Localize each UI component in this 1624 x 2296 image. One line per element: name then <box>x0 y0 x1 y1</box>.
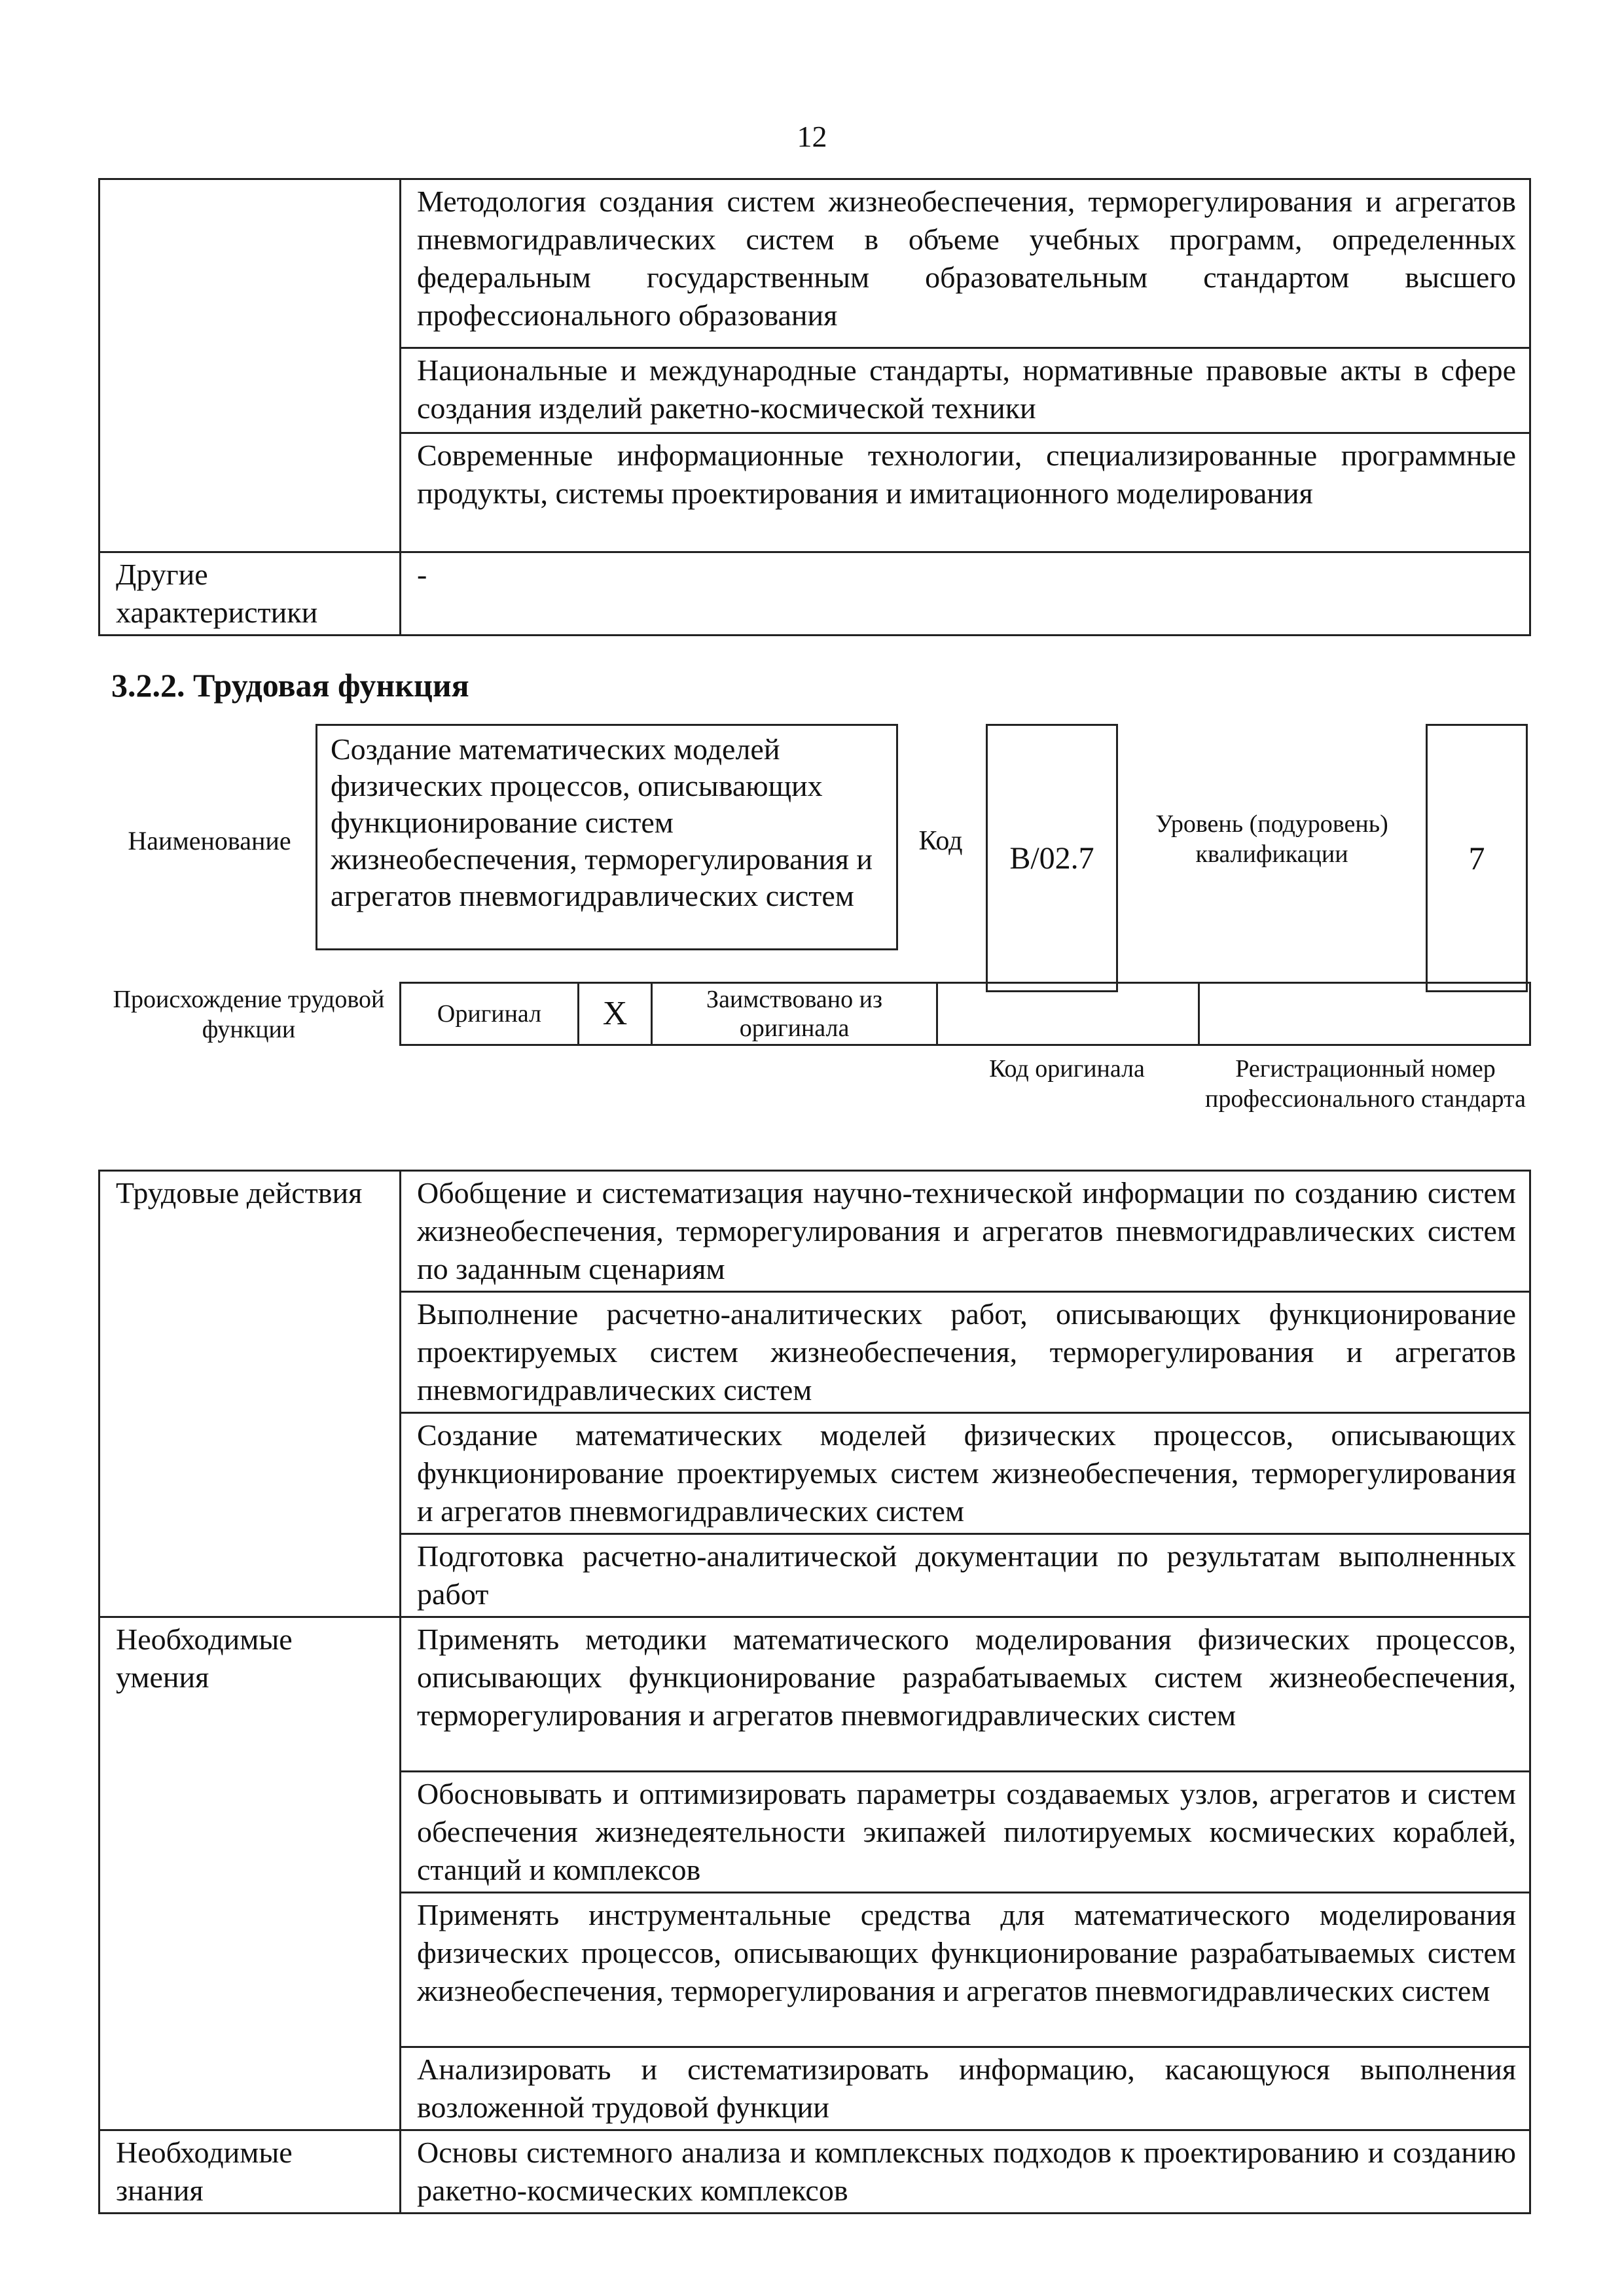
labor-action-item: Подготовка расчетно-аналитической документации по результатам выполненных работ <box>401 1534 1530 1617</box>
row-label-other-characteristics: Другие характеристики <box>99 552 401 636</box>
original-code-caption: Код оригинала <box>989 1055 1145 1083</box>
function-code-value: B/02.7 <box>986 724 1118 992</box>
knowledge-item: Современные информационные технологии, специализированные программные продукты, системы проектирования и имитационного моделирования <box>401 433 1530 552</box>
row-label-required-skills: Необходимые умения <box>99 1617 401 2130</box>
requirements-table-continued <box>98 178 1531 636</box>
labor-action-item: Создание математических моделей физических процессов, описывающих функционирование проектируемых систем жизнеобеспечения, терморегулирования и агрегатов пневмогидравлических систем <box>401 1413 1530 1534</box>
qualification-level-value: 7 <box>1426 724 1528 992</box>
skill-item: Применять инструментальные средства для математического моделирования физических процессов, описывающих функционирование разрабатываемых систем жизнеобеспечения, терморегулирования и агрегатов пневмогидравлических систем <box>401 1893 1530 2047</box>
borrowed-label: Заимствовано из оригинала <box>652 983 937 1045</box>
other-characteristics-value: - <box>401 552 1530 636</box>
skill-item: Обосновывать и оптимизировать параметры создаваемых узлов, агрегатов и систем обеспечения жизнедеятельности экипажей пилотируемых космических кораблей, станций и комплексов <box>401 1772 1530 1893</box>
row-label-labor-actions: Трудовые действия <box>99 1171 401 1617</box>
knowledge-item: Национальные и международные стандарты, нормативные правовые акты в сфере создания изделий ракетно-космической техники <box>401 348 1530 433</box>
skill-item: Применять методики математического моделирования физических процессов, описывающих функционирование разрабатываемых систем жизнеобеспечения, терморегулирования и агрегатов пневмогидравлических систем <box>401 1617 1530 1772</box>
original-code-cell <box>937 983 1199 1045</box>
origin-table <box>399 982 1531 1046</box>
original-mark: X <box>579 983 652 1045</box>
page-number: 12 <box>797 120 827 153</box>
skill-item: Анализировать и систематизировать информацию, касающуюся выполнения возложенной трудовой функции <box>401 2047 1530 2130</box>
registration-number-cell <box>1199 983 1530 1045</box>
labor-action-item: Выполнение расчетно-аналитических работ, описывающих функционирование проектируемых систем жизнеобеспечения, терморегулирования и агрегатов пневмогидравлических систем <box>401 1292 1530 1413</box>
section-title: 3.2.2. Трудовая функция <box>111 667 469 704</box>
labor-action-item: Обобщение и систематизация научно-технической информации по созданию систем жизнеобеспечения, терморегулирования и агрегатов пневмогидравлических систем по заданным сценариям <box>401 1171 1530 1292</box>
qualification-level-label: Уровень (подуровень) квалификации <box>1155 810 1388 868</box>
labor-function-table <box>98 1170 1531 2214</box>
code-label: Код <box>918 826 963 856</box>
knowledge-item: Основы системного анализа и комплексных подходов к проектированию и созданию ракетно-космических комплексов <box>401 2130 1530 2214</box>
original-label: Оригинал <box>401 983 579 1045</box>
row-label-empty <box>99 179 401 552</box>
origin-label: Происхождение трудовой функции <box>113 986 385 1043</box>
row-label-required-knowledge: Необходимые знания <box>99 2130 401 2214</box>
registration-number-caption: Регистрационный номер профессионального стандарта <box>1205 1055 1526 1113</box>
knowledge-item: Методология создания систем жизнеобеспечения, терморегулирования и агрегатов пневмогидравлических систем в объеме учебных программ, определенных федеральным государственным образовательным стандартом высшего профессионального образования <box>401 179 1530 348</box>
function-name-value: Создание математических моделей физических процессов, описывающих функционирование систем жизнеобеспечения, терморегулирования и агрегатов пневмогидравлических систем <box>316 724 898 950</box>
name-label: Наименование <box>128 826 291 855</box>
